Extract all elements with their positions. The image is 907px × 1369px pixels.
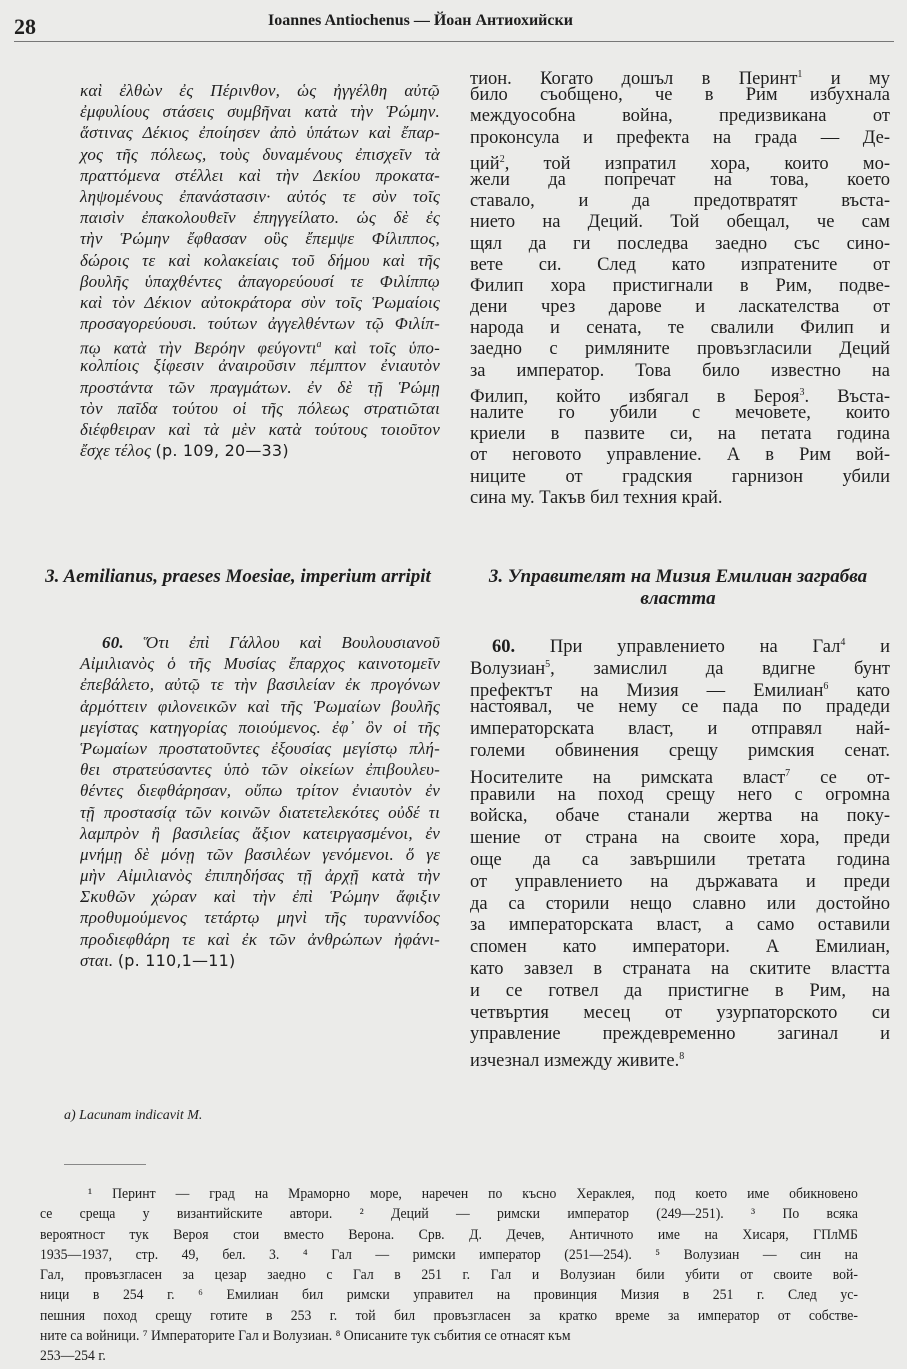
line-text: пешния поход срещу готите в 253 г. той бил провъзгласен за кратко време за император от собстве- xyxy=(40,1307,858,1324)
line-text: заедно с римляните провъзгласили Деций xyxy=(470,339,890,360)
text-line xyxy=(80,313,440,334)
text-line xyxy=(40,1285,858,1305)
line-text: шение от страна на своите хора, преди xyxy=(470,828,890,849)
line-text: μεγίστας κατηγορίας ποιούμενος. ἐφ᾽ ὃν οἱ τῆς xyxy=(80,717,440,737)
header-rule xyxy=(14,41,894,42)
line-text: ἅστινας Δέκιος ἐποίησεν ἀπὸ ὑπάτων καὶ ἔπαρ- xyxy=(80,123,440,143)
text-line xyxy=(80,696,440,717)
line-text: било съобщено, че в Рим избухнала xyxy=(470,85,890,106)
text-line xyxy=(470,981,890,1003)
line-text: междуособна война, предизвикана от xyxy=(470,106,890,127)
line-text: τὸν παῖδα τούτου οἱ τῆς πόλεως στρατιῶται xyxy=(80,398,440,418)
text-line xyxy=(80,144,440,165)
greek-text-section2 xyxy=(80,80,440,461)
text-line xyxy=(470,806,890,828)
line-text: дени чрез дарове и ласкателства от xyxy=(470,297,890,318)
line-text: , замислил да вдигне бунт xyxy=(550,658,890,679)
text-line xyxy=(40,1265,858,1285)
text-line xyxy=(80,271,440,292)
line-text: щял да ги последва заедно със сино- xyxy=(470,233,890,254)
text-line xyxy=(80,738,440,759)
line-text: ¹ Перинт — град на Мраморно море, наречен по късно Хераклея, под което име обикновено xyxy=(88,1186,858,1202)
text-line xyxy=(80,355,440,376)
text-line xyxy=(80,653,440,674)
text-line xyxy=(80,334,440,358)
text-line xyxy=(80,632,440,653)
line-text: спомен като императори. А Емилиан, xyxy=(470,937,890,958)
line-text: Волузиан xyxy=(470,658,546,679)
text-line xyxy=(470,676,890,701)
line-text: се среща у византийските автори. ² Деций — римски император (249—251). ³ По всяка xyxy=(40,1206,858,1223)
source-reference: (p. 110,1—11) xyxy=(117,950,236,970)
text-line xyxy=(470,785,890,807)
text-line xyxy=(470,403,890,424)
page-number: 28 xyxy=(14,14,36,39)
text-line xyxy=(470,894,890,916)
line-text: βουλῆς ὑπαχθέντες ἀπαγορεύουσί τε Φιλίππῳ xyxy=(80,271,440,291)
line-text: Σκυθῶν χώραν καὶ τὴν ἐπὶ Ῥώμην ἄφιξιν xyxy=(80,887,440,907)
line-text: за императорската власт, а само оставили xyxy=(470,915,890,936)
text-line xyxy=(470,828,890,850)
text-line xyxy=(80,717,440,738)
text-line xyxy=(470,654,890,679)
text-line xyxy=(80,398,440,419)
line-text: ставало, и да предотвратят въста- xyxy=(470,191,890,212)
line-text: προδιεφθάρη τε καὶ ἐκ τῶν ἀνθρώπων ἠφάνι- xyxy=(80,929,440,949)
text-line xyxy=(470,424,890,445)
line-text: Филип, който избягал в Берoя xyxy=(470,386,800,407)
text-line xyxy=(80,377,440,398)
line-text: изчезнал измежду живите. xyxy=(470,1051,680,1072)
line-text: да са сторили нещо славно или достойно xyxy=(470,893,890,914)
text-line xyxy=(470,445,890,466)
line-text: δώροις τε καὶ κολακείαις τοῦ δήμου καὶ τῆς xyxy=(80,250,440,270)
footnote-ref: 3 xyxy=(799,386,805,398)
line-text: се от- xyxy=(790,767,890,788)
text-line xyxy=(80,250,440,271)
text-line xyxy=(470,632,890,658)
line-text: и му xyxy=(802,69,890,90)
text-line xyxy=(40,1306,858,1326)
text-line xyxy=(470,697,890,719)
line-text: правили на поход срещу него с огромна xyxy=(470,784,890,805)
text-line xyxy=(40,1184,858,1204)
text-line xyxy=(80,80,440,101)
line-text: Ῥωμαίων προστατοῦντες ἐξουσίας μεγίστῳ πλή- xyxy=(80,738,440,758)
text-line xyxy=(470,191,890,212)
text-line xyxy=(470,212,890,233)
line-text: проконсула и префекта на града — Де- xyxy=(470,127,890,148)
line-text: 1935—1937, стр. 49, бел. 3. ⁴ Гал — римски император (251—254). ⁵ Волузиан — син на xyxy=(40,1246,858,1263)
line-text: καὶ τοῖς ὑπο- xyxy=(321,338,440,358)
line-text: 253—254 г. xyxy=(40,1348,106,1365)
text-line xyxy=(80,780,440,801)
text-line xyxy=(470,719,890,741)
text-line xyxy=(470,361,890,382)
line-text: ници в 254 г. ⁶ Емилиан бил римски управител на провинция Мизия в 251 г. След ус- xyxy=(40,1287,858,1304)
running-title: Ioannes Antiochenus — Йоан Антиохийски xyxy=(268,12,573,29)
line-text: ните са войници. ⁷ Императорите Гал и Волузиан. ⁸ Описаните тук събития се отнасят към xyxy=(40,1328,571,1345)
text-line xyxy=(470,937,890,959)
text-line xyxy=(40,1245,858,1265)
text-line xyxy=(80,207,440,228)
line-text: за император. Това било известно на xyxy=(470,360,890,381)
text-line xyxy=(40,1346,858,1366)
text-line xyxy=(470,64,890,90)
line-text: Носителите на римската власт xyxy=(470,767,786,788)
line-text: като xyxy=(828,680,890,701)
line-text: ἁρμόττειν φιλονεικῶν καὶ τῆς Ῥωμαίων βουλῆς xyxy=(80,696,440,716)
line-text: ἔσχε τέλος xyxy=(80,441,152,461)
line-text: παισὶν ἐπακολουθεῖν ἐπηγγείλατο. ὡς δὲ ἐς xyxy=(80,208,440,228)
text-line xyxy=(80,292,440,313)
bulgarian-text-section2 xyxy=(470,64,890,509)
text-line xyxy=(80,865,440,886)
text-line xyxy=(470,915,890,937)
line-text: тион. Когато дошъл в Перинт xyxy=(470,69,798,90)
text-line xyxy=(470,128,890,149)
text-line xyxy=(80,419,440,440)
line-text: управление преждевременно загинал и xyxy=(470,1024,890,1045)
bulgarian-heading: 3. Управителят на Мизия Емилиан заграбва властта xyxy=(488,566,868,609)
line-text: и xyxy=(845,637,890,658)
greek-text-section3 xyxy=(80,632,440,971)
text-line xyxy=(470,318,890,339)
line-text: Филип хора пристигнали в Рим, подве- xyxy=(470,275,890,296)
line-text: вероятност тук Верoя стои вместо Верона. Срв. Д. Дечев, Античното име на Хисаря, ГПлМБ xyxy=(40,1226,858,1243)
line-text: префектът на Мизия — Емилиан xyxy=(470,680,824,701)
text-line xyxy=(470,872,890,894)
line-text: προθυμούμενος τετάρτῳ μηνὶ τῆς τυραννίδος xyxy=(80,908,440,928)
line-text: χος τῆς πόλεως, τοὺς δυναμένους ἐπισχεῖν τὰ xyxy=(80,144,440,164)
line-text: σται. xyxy=(80,950,114,970)
text-line xyxy=(40,1326,858,1346)
text-line xyxy=(40,1225,858,1245)
footnote-ref: 5 xyxy=(545,658,551,670)
line-text: народа и сената, те свалили Филип и xyxy=(470,318,890,339)
line-text: като завзел в страната на скитите властта xyxy=(470,958,890,979)
text-line xyxy=(470,149,890,174)
line-text: ἐπεβάλετο, αὐτῷ τε τὴν βασιλείαν ἐκ προγόνων xyxy=(80,675,440,695)
line-text: θει στρατεύσαντες ὑπὸ τῶν οἰκείων ἐπιβουλευ- xyxy=(80,760,440,780)
text-line xyxy=(470,382,890,407)
line-text: големи обвинения срещу римския сенат. xyxy=(470,740,890,761)
text-line xyxy=(470,741,890,763)
footnote-ref: 7 xyxy=(785,767,791,779)
text-line xyxy=(80,950,440,971)
text-line xyxy=(80,929,440,950)
line-text: μὴν Αἰμιλιανὸς ἐπιπηδήσας τῇ ἀρχῇ κατὰ τὴν xyxy=(80,866,440,886)
footnote-ref: 6 xyxy=(823,680,829,692)
source-reference: (p. 109, 20—33) xyxy=(155,441,289,461)
line-text: Гал, провъзгласен за цезар заедно с Гал в 251 г. Гал и Волузиан били убити от своите вой- xyxy=(40,1267,858,1284)
text-line xyxy=(470,488,890,509)
text-line xyxy=(470,297,890,318)
line-text: Αἰμιλιανὸς ὁ τῆς Μυσίας ἔπαρχος καινοτομεῖν xyxy=(80,654,440,674)
text-line xyxy=(80,228,440,249)
footnote-ref: 4 xyxy=(840,637,846,648)
footnotes xyxy=(40,1184,858,1367)
text-line xyxy=(470,959,890,981)
bulgarian-text-section3 xyxy=(470,632,890,1072)
paragraph-number: 60. xyxy=(102,633,124,652)
line-text: от управлението на държавата и преди xyxy=(470,871,890,892)
line-text: πῳ κατὰ τὴν Βερόην φεύγοντι xyxy=(80,338,317,358)
text-line xyxy=(80,122,440,143)
line-text: λαμπρὸν ἢ βασιλείας ἄξιον κατειργασμένοι, ἐν xyxy=(80,823,440,843)
line-text: от неговото управление. А в Рим вой- xyxy=(470,445,890,466)
line-text: настоявал, че нему се пада по прадеди xyxy=(470,697,890,718)
line-text: ций xyxy=(470,153,500,174)
text-line xyxy=(80,802,440,823)
text-line xyxy=(470,106,890,127)
line-text: προσαγορεύουσι. τούτων ἀγγελθέντων τῷ Φιλίπ- xyxy=(80,314,440,334)
line-text: προστάντα τῶν πραγμάτων. ἐν δὲ τῇ Ῥώμῃ xyxy=(80,377,440,397)
text-line xyxy=(470,763,890,788)
text-line xyxy=(470,1024,890,1046)
text-line xyxy=(470,467,890,488)
line-text: и се готвел да пристигне в Рим, на xyxy=(470,980,890,1001)
footnote-ref: 2 xyxy=(499,153,505,165)
text-line xyxy=(470,255,890,276)
line-text: πραττόμενα στέλλει καὶ τὴν Δεκίου προκατα- xyxy=(80,165,440,185)
line-text: войска, обаче станали жертва на поку- xyxy=(470,806,890,827)
line-text: още да са завършили третата година xyxy=(470,849,890,870)
paragraph-number: 60. xyxy=(492,637,516,658)
line-text: криели в пазвите си, на петата година xyxy=(470,424,890,445)
text-line xyxy=(80,186,440,207)
text-line xyxy=(470,170,890,191)
line-text: θέντες διεφθάρησαν, οὔπω τρίτον ἐνιαυτὸν ἐν xyxy=(80,781,440,801)
line-text: κολπίοις ξίφεσιν ἀναιροῦσιν πέμπτον ἐνιαυτὸν xyxy=(80,356,440,376)
text-line xyxy=(40,1204,858,1224)
text-line xyxy=(80,101,440,122)
text-line xyxy=(80,440,440,461)
line-text: τῇ προστασίᾳ τῶν κοινῶν διατετελεκότες οὐδέ τι xyxy=(80,802,440,822)
line-text: μνήμῃ δὲ μόνῃ τῶν βασιλέων γενόμενοι. ὅ γε xyxy=(80,844,440,864)
line-text: Ὅτι ἐπὶ Γάλλου καὶ Βουλουσιανοῦ xyxy=(143,633,440,652)
line-text: жели да попречат на това, което xyxy=(470,169,890,190)
text-line xyxy=(80,165,440,186)
footnote-rule xyxy=(64,1164,146,1165)
line-text: ниците от градския гарнизон убили xyxy=(470,466,890,487)
apparatus-note: a) Lacunam indicavit M. xyxy=(64,1108,203,1123)
line-text: καὶ ἐλθὼν ἐς Πέρινθον, ὡς ἠγγέλθη αὐτῷ xyxy=(80,81,440,100)
text-line xyxy=(470,1046,890,1072)
line-text: четвъртия месец от узурпаторското си xyxy=(470,1002,890,1023)
text-line xyxy=(470,85,890,106)
text-line xyxy=(80,823,440,844)
line-text: налите го убили с мечовете, които xyxy=(470,403,890,423)
latin-heading: 3. Aemilianus, praeses Moesiae, imperium arripit xyxy=(45,566,431,587)
line-text: καὶ τὸν Δέκιον αὐτοκράτορα σὺν τοῖς Ῥωμαίοις xyxy=(80,292,440,312)
text-line xyxy=(80,907,440,928)
footnote-ref: a xyxy=(316,339,322,351)
line-text: ἐμφυλίους στάσεις συμβῆναι κατὰ τὴν Ῥώμην. xyxy=(80,102,440,122)
footnote-ref: 1 xyxy=(797,69,803,80)
line-text: нието на Деций. Той обещал, че сам xyxy=(470,212,890,233)
line-text: . Въста- xyxy=(804,386,890,407)
line-text: διέφθειραν καὶ τὰ μὲν κατὰ τούτους τοιοῦτον xyxy=(80,420,440,439)
text-line xyxy=(470,850,890,872)
text-line xyxy=(470,276,890,297)
line-text: сина му. Такъв бил техния край. xyxy=(470,487,723,508)
text-line xyxy=(80,759,440,780)
line-text: , той изпратил хора, които мо- xyxy=(504,153,890,174)
text-line xyxy=(80,674,440,695)
text-line xyxy=(470,339,890,360)
text-line xyxy=(80,886,440,907)
footnote-ref: 8 xyxy=(679,1051,685,1063)
line-text: вете си. След като изпратените от xyxy=(470,254,890,275)
line-text: императорската власт, и отправял най- xyxy=(470,719,890,740)
line-text: τὴν Ῥώμην ἔφθασαν οὓς ἔπεμψε Φίλιππος, xyxy=(80,229,440,249)
line-text: При управлението на Гал xyxy=(549,637,841,658)
text-line xyxy=(80,844,440,865)
text-line xyxy=(470,1003,890,1025)
text-line xyxy=(470,234,890,255)
line-text: ληψομένους ἐπανάστασιν· αὐτός τε σὺν τοῖς xyxy=(80,186,440,206)
